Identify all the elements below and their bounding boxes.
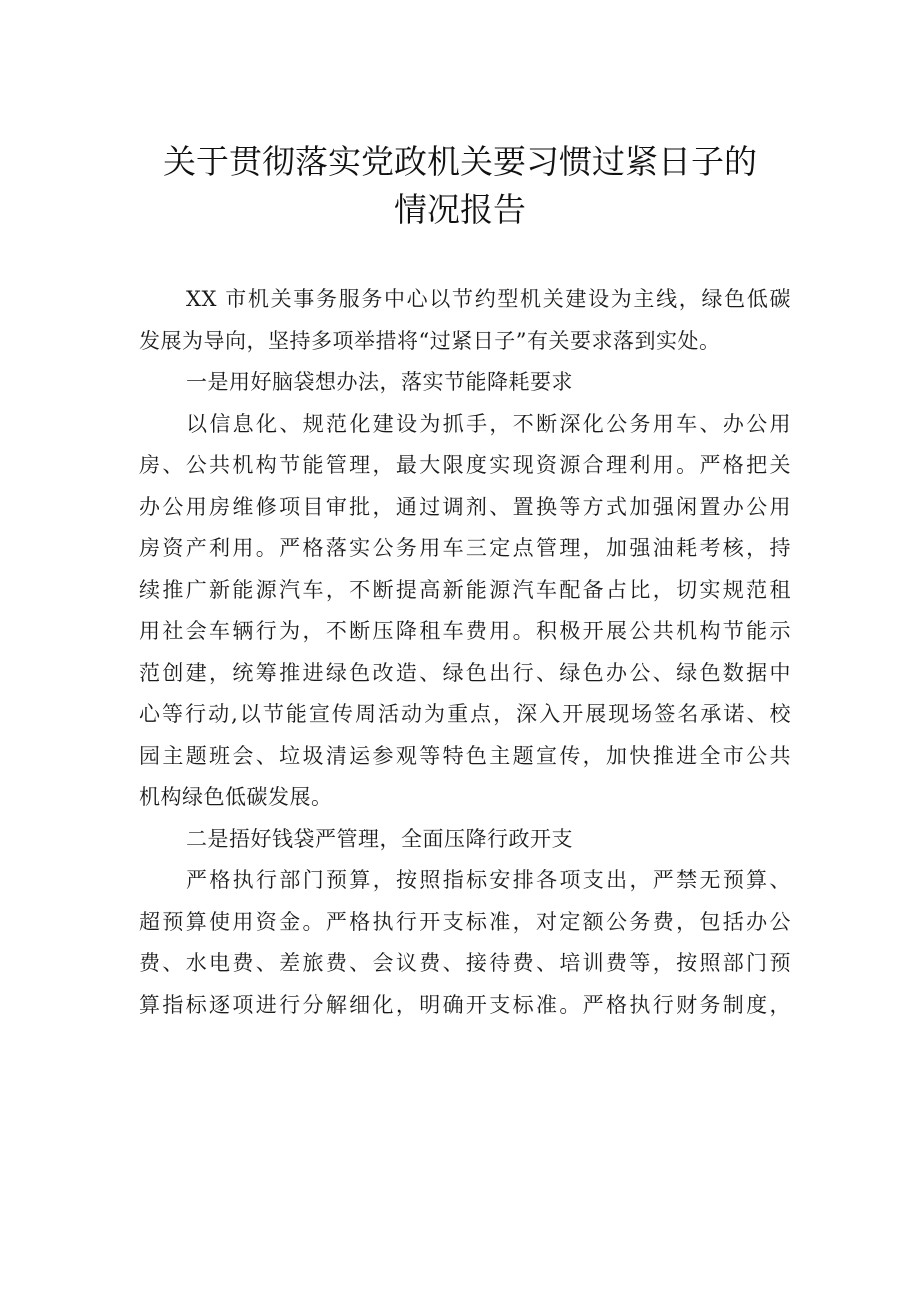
section-1-heading: 一是用好脑袋想办法，落实节能降耗要求 xyxy=(186,370,573,394)
text-line: 发展为导向，坚持多项举措将“过紧日子”有关要求落到实处。 xyxy=(139,328,721,353)
text-line: 费、水电费、差旅费、会议费、接待费、培训费等，按照部门预 xyxy=(139,951,791,975)
text-line: 以信息化、规范化建设为抓手，不断深化公务用车、办公用 xyxy=(186,411,791,436)
text-line: 范创建，统筹推进绿色改造、绿色出行、绿色办公、绿色数据中 xyxy=(139,660,791,685)
text-line: 房资产利用。严格落实公务用车三定点管理，加强油耗考核，持 xyxy=(139,536,791,560)
text-line: 房、公共机构节能管理，最大限度实现资源合理利用。严格把关 xyxy=(139,453,791,477)
text-line: XX 市机关事务服务中心以节约型机关建设为主线，绿色低碳 xyxy=(186,287,791,311)
document-title-line-2: 情况报告 xyxy=(394,190,526,229)
intro-paragraph xyxy=(139,279,791,362)
text-line: 办公用房维修项目审批，通过调剂、置换等方式加强闲置办公用 xyxy=(139,494,791,519)
document-title-line-1: 关于贯彻落实党政机关要习惯过紧日子的 xyxy=(163,142,757,181)
text-line: 园主题班会、垃圾清运参观等特色主题宣传，加快推进全市公共 xyxy=(139,743,791,768)
text-line: 用社会车辆行为，不断压降租车费用。积极开展公共机构节能示 xyxy=(139,619,791,643)
text-line: 续推广新能源汽车，不断提高新能源汽车配备占比，切实规范租 xyxy=(139,577,791,602)
text-line: 超预算使用资金。严格执行开支标准，对定额公务费，包括办公 xyxy=(139,909,791,934)
section-1-paragraph xyxy=(139,404,791,819)
section-2-paragraph xyxy=(139,860,791,1026)
section-2-heading: 二是捂好钱袋严管理，全面压降行政开支 xyxy=(186,826,573,851)
document-body xyxy=(139,279,791,1026)
text-line: 算指标逐项进行分解细化，明确开支标准。严格执行财务制度， xyxy=(139,992,791,1017)
text-line: 心等行动,以节能宣传周活动为重点，深入开展现场签名承诺、校 xyxy=(139,702,791,726)
text-line: 严格执行部门预算，按照指标安排各项支出，严禁无预算、 xyxy=(186,868,791,892)
text-line: 机构绿色低碳发展。 xyxy=(139,785,333,809)
